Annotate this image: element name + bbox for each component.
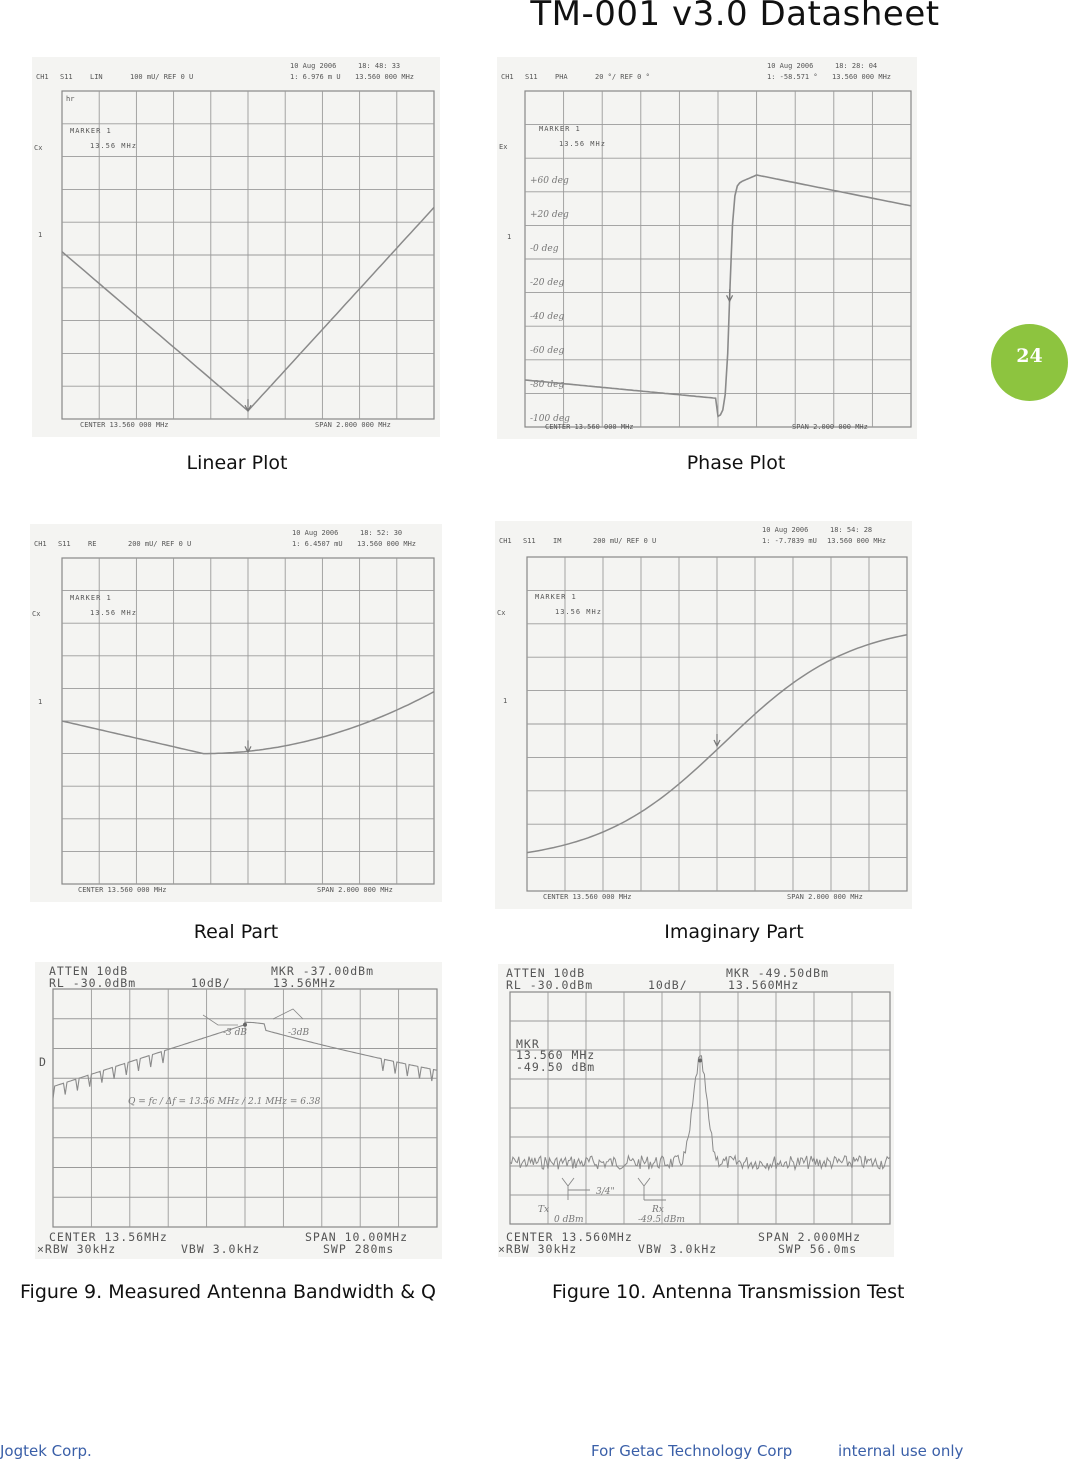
marker-title: MARKER 1 [70,594,112,602]
deg-label-4: -40 deg [530,312,565,322]
side-letter: D [39,1055,47,1069]
time-label: 18: 52: 30 [360,529,403,537]
ref-label-1: 1 [38,698,43,706]
ref-level-label: RL -30.0dBm [49,976,137,990]
ref-label-hr: hr [66,95,75,103]
mkr-box-freq: 13.560 MHz [516,1048,596,1062]
distance-note: 3/4" [596,1187,615,1197]
scale-label: 200 mU/ REF 0 U [128,540,192,548]
page-number: 24 [1016,344,1043,367]
channel-label: CH1 [34,540,47,548]
linear-plot [32,57,440,437]
phase-plot [497,57,917,439]
date-label: 10 Aug 2006 [762,526,809,534]
marker-level-label: MKR -49.50dBm [726,966,830,980]
time-label: 18: 28: 04 [835,62,878,70]
ref-label-ex: Ex [499,143,508,151]
deg-label-0: +60 deg [530,176,569,186]
imaginary-part-caption: Imaginary Part [664,921,804,943]
real-part-caption: Real Part [193,921,279,943]
center-freq-label: CENTER 13.560 000 MHz [543,893,632,901]
center-freq-label: CENTER 13.560 000 MHz [80,421,169,429]
rbw-label: ×RBW 30kHz [498,1242,578,1256]
marker-title: MARKER 1 [535,593,577,601]
marker-freq-label: 13.56MHz [273,976,337,990]
marker-freq-label: 13.560 000 MHz [355,73,415,81]
rbw-label: ×RBW 30kHz [37,1242,117,1256]
marker-freq-text: 13.56 MHz [90,142,137,150]
center-freq-label: CENTER 13.560 000 MHz [78,886,167,894]
footer-confidentiality: internal use only [838,1442,964,1460]
figure-10-caption: Figure 10. Antenna Transmission Test [552,1281,905,1303]
imag-marker [714,734,720,746]
deg-label-3: -20 deg [530,278,565,288]
marker-title: MARKER 1 [539,125,581,133]
ref-label-1: 1 [38,231,43,239]
vbw-label: VBW 3.0kHz [638,1242,718,1256]
phase-plot-caption: Phase Plot [686,452,786,474]
mkr-box-level: -49.50 dBm [516,1060,596,1074]
format-label: IM [553,537,562,545]
center-freq-label: CENTER 13.560 000 MHz [545,423,634,431]
deg-label-7: -100 deg [530,414,570,424]
marker-value-label: 1: -58.571 ° [767,73,818,81]
footer-customer: For Getac Technology Corp [591,1442,793,1460]
ref-label-1: 1 [503,697,508,705]
p-phase-canvas [497,57,917,439]
linear-plot-caption: Linear Plot [186,452,288,474]
marker-freq-text: 13.56 MHz [559,140,606,148]
param-label: S11 [523,537,536,545]
deg-label-1: +20 deg [530,210,569,220]
marker-freq-text: 13.56 MHz [90,609,137,617]
transmission-marker [698,1058,702,1062]
bandwidth-spectrum-plot [35,962,442,1259]
span-label: SPAN 10.00MHz [305,1230,409,1244]
tx-power: 0 dBm [554,1215,584,1225]
document-title: TM-001 v3.0 Datasheet [530,0,940,34]
ref-label-cx: Cx [32,610,41,618]
param-label: S11 [60,73,73,81]
ref-label-cx: Cx [34,144,43,152]
note-3db-left: -3 dB [223,1028,248,1038]
date-label: 10 Aug 2006 [292,529,339,537]
marker-freq-label: 13.560 000 MHz [357,540,417,548]
marker-value-label: 1: 6.4507 mU [292,540,343,548]
center-freq-label: CENTER 13.56MHz [49,1230,168,1244]
span-label: SPAN 2.000 000 MHz [787,893,863,901]
mkr-box-title: MKR [516,1037,540,1051]
vbw-label: VBW 3.0kHz [181,1242,261,1256]
scale-label: 20 °/ REF 0 ° [595,73,650,81]
rx-power: -49.5 dBm [638,1215,685,1225]
marker-freq-label: 13.560 000 MHz [827,537,887,545]
span-label: SPAN 2.000 000 MHz [792,423,868,431]
span-label: SPAN 2.000MHz [758,1230,862,1244]
linear-grid [62,91,434,419]
p-bw-canvas [35,962,442,1259]
center-freq-label: CENTER 13.560MHz [506,1230,633,1244]
p-imag-canvas [495,521,912,909]
marker-value-label: 1: -7.7839 mU [762,537,817,545]
marker-freq-label: 13.560MHz [728,978,800,992]
scale-label: 100 mU/ REF 0 U [130,73,194,81]
imaginary-part-plot [495,521,912,909]
atten-label: ATTEN 10dB [49,964,129,978]
note-leader-right [273,1009,303,1019]
span-label: SPAN 2.000 000 MHz [315,421,391,429]
marker-title: MARKER 1 [70,127,112,135]
rx-label: Rx [652,1205,664,1215]
phase-marker [727,289,733,301]
ref-label-cx: Cx [497,609,506,617]
marker-level-label: MKR -37.00dBm [271,964,375,978]
ref-label-1: 1 [507,233,512,241]
deg-label-5: -60 deg [530,346,565,356]
atten-label: ATTEN 10dB [506,966,586,980]
scale-div-label: 10dB/ [191,976,231,990]
time-label: 18: 48: 33 [358,62,401,70]
real-part-plot [30,524,442,902]
deg-label-6: -80 deg [530,380,565,390]
marker-value-label: 1: 6.976 m U [290,73,341,81]
date-label: 10 Aug 2006 [290,62,337,70]
p-real-canvas [30,524,442,902]
note-leader-left [203,1015,238,1025]
sweep-label: SWP 56.0ms [778,1242,858,1256]
format-label: PHA [555,73,568,81]
transmission-spectrum-plot [498,964,894,1257]
date-label: 10 Aug 2006 [767,62,814,70]
note-3db-right: -3dB [288,1028,310,1038]
page-number-badge [991,324,1068,401]
p-tx-canvas [498,964,894,1257]
marker-freq-label: 13.560 000 MHz [832,73,892,81]
ref-level-label: RL -30.0dBm [506,978,594,992]
span-label: SPAN 2.000 000 MHz [317,886,393,894]
footer-company: Jogtek Corp. [0,1442,92,1460]
param-label: S11 [58,540,71,548]
figure-9-caption: Figure 9. Measured Antenna Bandwidth & Q [20,1281,437,1303]
time-label: 18: 54: 28 [830,526,873,534]
format-label: LIN [90,73,103,81]
channel-label: CH1 [501,73,514,81]
format-label: RE [88,540,97,548]
tx-label: Tx [538,1205,550,1215]
marker-freq-text: 13.56 MHz [555,608,602,616]
param-label: S11 [525,73,538,81]
channel-label: CH1 [499,537,512,545]
channel-label: CH1 [36,73,49,81]
transmission-grid [510,992,890,1224]
scale-label: 200 mU/ REF 0 U [593,537,657,545]
deg-label-2: -0 deg [530,244,559,254]
sweep-label: SWP 280ms [323,1242,395,1256]
bandwidth-marker [243,1023,247,1027]
p-linear-canvas [32,57,440,437]
scale-div-label: 10dB/ [648,978,688,992]
real-grid [62,558,434,884]
q-formula: Q = fc / Δf = 13.56 MHz / 2.1 MHz = 6.38 [128,1097,321,1107]
